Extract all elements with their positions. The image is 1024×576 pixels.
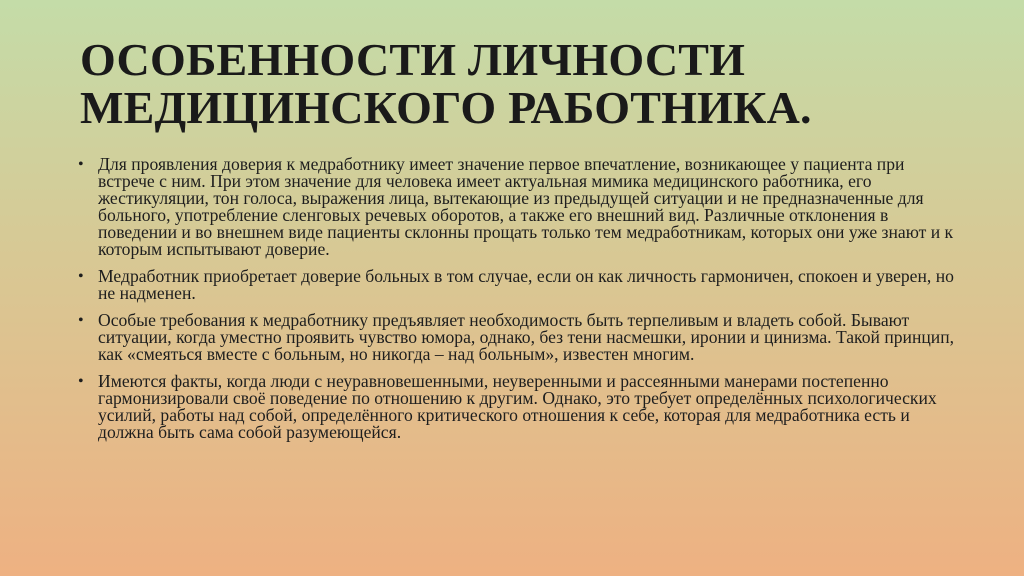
bullet-item <box>76 373 956 441</box>
bullet-marker-icon: • <box>78 312 84 329</box>
bullet-text: Медработник приобретает доверие больных в том случае, если он как личность гармоничен, спокоен и уверен, но не надменен. <box>98 266 954 303</box>
bullet-marker-icon: • <box>78 156 84 173</box>
bullet-item <box>76 156 956 258</box>
bullet-item <box>76 312 956 363</box>
slide-title: ОСОБЕННОСТИ ЛИЧНОСТИ МЕДИЦИНСКОГО РАБОТНИКА. <box>80 34 812 133</box>
bullet-text: Особые требования к медработнику предъявляет необходимость быть терпеливым и владеть собой. Бывают ситуации, когда уместно проявить чувство юмора, однако, без тени насмешки, иронии и цинизма. Такой принцип, как «смеяться вместе с больным, но никогда – над больным», известен многим. <box>98 310 955 364</box>
bullet-marker-icon: • <box>78 268 84 285</box>
bullet-list <box>76 156 956 451</box>
bullet-item <box>76 268 956 302</box>
bullet-text: Для проявления доверия к медработнику имеет значение первое впечатление, возникающее у пациента при встрече с ним. При этом значение для человека имеет актуальная мимика медицинского работника, его жестикуляции, тон голоса, выражения лица, вытекающие из предыдущей ситуации и не предназначенные для больного, употребление сленговых речевых оборотов, а также его внешний вид. Различные отклонения в поведении и во внешнем виде пациенты склонны прощать только тем медработникам, которых они уже знают и к которым испытывают доверие. <box>98 154 954 259</box>
bullet-text: Имеются факты, когда люди с неуравновешенными, неуверенными и рассеянными манерами постепенно гармонизировали своё поведение по отношению к другим. Однако, это требует определённых психологических усилий, работы над собой, определённого критического отношения к себе, которая для медработника есть и должна быть сама собой разумеющейся. <box>98 371 937 442</box>
bullet-marker-icon: • <box>78 373 84 390</box>
